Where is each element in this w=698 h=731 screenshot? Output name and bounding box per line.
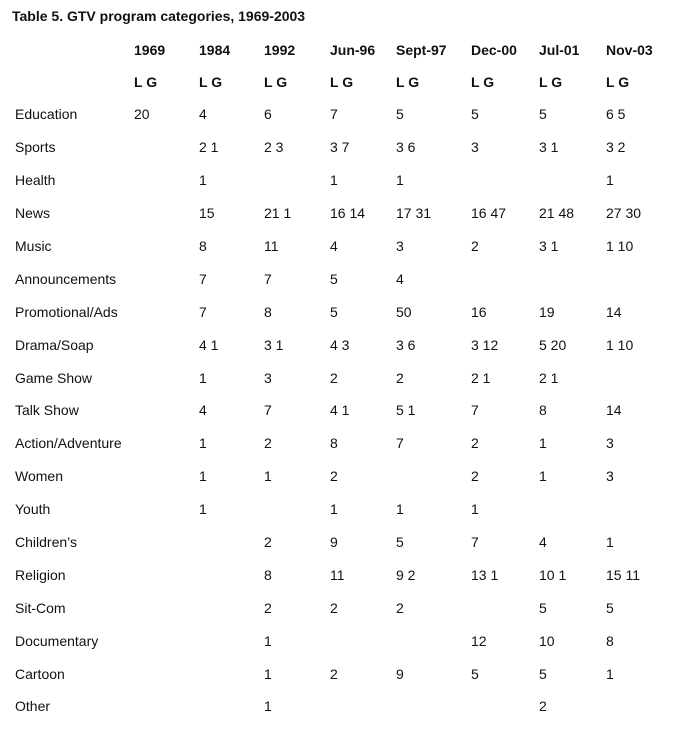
value-cell: 7: [264, 402, 272, 419]
value-cell: [606, 690, 674, 723]
category-cell: Religion: [15, 566, 66, 583]
table-row: [6, 690, 674, 723]
value-cell: 2: [471, 435, 479, 452]
category-cell: Youth: [15, 501, 51, 518]
table-row: [6, 493, 674, 526]
value-cell: 4: [199, 106, 207, 123]
lg-subheader: L G: [396, 73, 420, 90]
value-cell: 16: [471, 303, 487, 320]
value-cell: 4: [330, 238, 338, 254]
value-cell: 1: [396, 172, 404, 189]
category-cell: Game Show: [15, 369, 93, 386]
corner-cell: [6, 34, 134, 65]
value-cell: [134, 394, 199, 427]
value-cell: [539, 164, 606, 197]
value-cell: [396, 690, 471, 723]
value-cell: 6 5: [606, 106, 626, 123]
value-cell: 2: [539, 698, 547, 715]
value-cell: 4 3: [330, 336, 350, 353]
table-row: [6, 394, 674, 427]
value-cell: 1: [264, 698, 272, 715]
value-cell: [199, 526, 264, 559]
value-cell: [396, 460, 471, 493]
value-cell: [134, 295, 199, 328]
table-row: [6, 361, 674, 394]
value-cell: [471, 262, 539, 295]
value-cell: 5: [539, 106, 547, 123]
value-cell: 4: [539, 534, 547, 551]
table-row: [6, 624, 674, 657]
value-cell: 5: [471, 106, 479, 123]
lg-subheader: L G: [264, 73, 288, 90]
value-cell: [134, 262, 199, 295]
value-cell: 2: [264, 534, 272, 551]
value-cell: 3: [606, 435, 614, 452]
table-row: [6, 295, 674, 328]
value-cell: 1: [606, 665, 614, 682]
value-cell: 3: [606, 468, 614, 485]
table-row: [6, 460, 674, 493]
value-cell: [134, 591, 199, 624]
value-cell: 15 11: [606, 566, 640, 583]
value-cell: 19: [539, 303, 555, 320]
value-cell: [134, 197, 199, 230]
category-cell: Cartoon: [15, 665, 65, 682]
table-row: [6, 164, 674, 197]
value-cell: [199, 657, 264, 690]
value-cell: 5: [606, 599, 614, 616]
value-cell: [606, 262, 674, 295]
value-cell: 5: [539, 599, 547, 616]
table-row: [6, 591, 674, 624]
value-cell: 5: [471, 665, 479, 682]
category-cell: Education: [15, 106, 78, 123]
value-cell: 1: [606, 172, 614, 189]
value-cell: 50: [396, 303, 412, 320]
value-cell: 3 1: [539, 238, 559, 254]
value-cell: [606, 361, 674, 394]
value-cell: [471, 591, 539, 624]
value-cell: [134, 526, 199, 559]
value-cell: 10: [539, 632, 555, 649]
value-cell: 2: [330, 665, 338, 682]
value-cell: 2: [264, 599, 272, 616]
column-header: Nov-03: [606, 41, 653, 58]
value-cell: 10 1: [539, 566, 567, 583]
value-cell: 6: [264, 106, 272, 123]
value-cell: 2 1: [471, 369, 491, 386]
category-cell: Music: [15, 238, 52, 254]
category-cell: Other: [15, 698, 51, 715]
value-cell: 5: [396, 106, 404, 123]
column-header: 1992: [264, 41, 296, 58]
value-cell: 15: [199, 205, 215, 222]
category-cell: Sit-Com: [15, 599, 66, 616]
category-cell: News: [15, 205, 51, 222]
lg-subheader: L G: [134, 73, 158, 90]
value-cell: [330, 624, 396, 657]
value-cell: [134, 361, 199, 394]
value-cell: [134, 164, 199, 197]
value-cell: 14: [606, 402, 622, 419]
value-cell: 2: [396, 369, 404, 386]
lg-subheader: L G: [539, 73, 563, 90]
value-cell: 1: [264, 632, 272, 649]
value-cell: 9: [396, 665, 404, 682]
table-row: [6, 98, 674, 131]
value-cell: 4 1: [199, 336, 219, 353]
value-cell: 1: [539, 435, 547, 452]
value-cell: [396, 624, 471, 657]
category-cell: Sports: [15, 139, 56, 156]
value-cell: 3 1: [264, 336, 284, 353]
value-cell: 17 31: [396, 205, 432, 222]
category-cell: Action/Adventure: [15, 435, 122, 452]
value-cell: 2 1: [199, 139, 219, 156]
value-cell: 3: [396, 238, 404, 254]
value-cell: 3 6: [396, 336, 416, 353]
value-cell: [134, 493, 199, 526]
column-header: Jun-96: [330, 41, 376, 58]
value-cell: 8: [264, 303, 272, 320]
value-cell: [134, 690, 199, 723]
value-cell: 5: [330, 270, 338, 287]
value-cell: 4: [199, 402, 207, 419]
value-cell: [539, 493, 606, 526]
category-cell: Documentary: [15, 632, 99, 649]
value-cell: [134, 230, 199, 263]
value-cell: 1: [199, 468, 207, 485]
value-cell: 5 20: [539, 336, 567, 353]
column-header: 1969: [134, 41, 166, 58]
value-cell: [134, 460, 199, 493]
value-cell: 4: [396, 270, 404, 287]
value-cell: 7: [471, 534, 479, 551]
value-cell: 1 10: [606, 238, 634, 254]
table-row: [6, 328, 674, 361]
value-cell: [134, 328, 199, 361]
value-cell: [134, 624, 199, 657]
value-cell: 1: [330, 501, 338, 518]
table-body: [6, 98, 674, 723]
value-cell: 1: [330, 172, 338, 189]
value-cell: 21 1: [264, 205, 292, 222]
value-cell: 8: [539, 402, 547, 419]
table-row: [6, 197, 674, 230]
value-cell: 13 1: [471, 566, 499, 583]
table-row: [6, 558, 674, 591]
value-cell: 1: [199, 435, 207, 452]
table-row: [6, 526, 674, 559]
value-cell: 2: [330, 369, 338, 386]
value-cell: [134, 657, 199, 690]
value-cell: 7: [199, 303, 207, 320]
table-row: [6, 657, 674, 690]
value-cell: 1: [199, 369, 207, 386]
value-cell: 9: [330, 534, 338, 551]
value-cell: 2 3: [264, 139, 284, 156]
value-cell: 3 2: [606, 139, 626, 156]
value-cell: [471, 690, 539, 723]
value-cell: 8: [330, 435, 338, 452]
value-cell: [134, 131, 199, 164]
value-cell: 3 6: [396, 139, 416, 156]
column-header: Dec-00: [471, 41, 517, 58]
column-header: 1984: [199, 41, 231, 58]
value-cell: 7: [199, 270, 207, 287]
value-cell: 5: [330, 303, 338, 320]
value-cell: [471, 164, 539, 197]
value-cell: 1: [396, 501, 404, 518]
value-cell: 2: [330, 468, 338, 485]
value-cell: 3: [471, 139, 479, 156]
value-cell: 2: [396, 599, 404, 616]
lg-subheader-row: [6, 65, 674, 98]
category-cell: Children’s: [15, 534, 77, 551]
value-cell: 5: [539, 665, 547, 682]
value-cell: 11: [330, 566, 345, 583]
table-row: [6, 262, 674, 295]
value-cell: 3 1: [539, 139, 559, 156]
value-cell: [264, 164, 330, 197]
value-cell: 1: [264, 665, 272, 682]
lg-subheader: L G: [471, 73, 495, 90]
year-header-row: [6, 34, 674, 65]
category-cell: Women: [15, 468, 63, 485]
value-cell: 16 47: [471, 205, 507, 222]
value-cell: 7: [471, 402, 479, 419]
value-cell: 1: [539, 468, 547, 485]
table-row: [6, 230, 674, 263]
value-cell: [539, 262, 606, 295]
value-cell: 2: [330, 599, 338, 616]
corner-cell: [6, 65, 134, 98]
value-cell: 21 48: [539, 205, 575, 222]
program-categories-table: [6, 34, 674, 723]
value-cell: 27 30: [606, 205, 642, 222]
value-cell: 1: [606, 534, 614, 551]
value-cell: 1: [471, 501, 479, 518]
value-cell: 2: [471, 468, 479, 485]
value-cell: 2: [264, 435, 272, 452]
value-cell: 3 7: [330, 139, 350, 156]
value-cell: [134, 427, 199, 460]
value-cell: [134, 558, 199, 591]
value-cell: [264, 493, 330, 526]
value-cell: [199, 690, 264, 723]
column-header: Jul-01: [539, 41, 580, 58]
value-cell: [199, 624, 264, 657]
table-row: [6, 427, 674, 460]
value-cell: 9 2: [396, 566, 416, 583]
lg-subheader: L G: [199, 73, 223, 90]
value-cell: 7: [264, 270, 272, 287]
value-cell: 8: [199, 238, 207, 254]
value-cell: 1 10: [606, 336, 634, 353]
table-title: Table 5. GTV program categories, 1969-2003: [12, 8, 306, 24]
value-cell: 5 1: [396, 402, 416, 419]
value-cell: [199, 591, 264, 624]
value-cell: 1: [264, 468, 272, 485]
value-cell: 20: [134, 106, 150, 123]
value-cell: 2 1: [539, 369, 559, 386]
column-header: Sept-97: [396, 41, 447, 58]
lg-subheader: L G: [606, 73, 630, 90]
value-cell: 1: [199, 172, 207, 189]
value-cell: 16 14: [330, 205, 366, 222]
value-cell: 12: [471, 632, 487, 649]
value-cell: 1: [199, 501, 207, 518]
value-cell: 14: [606, 303, 622, 320]
value-cell: [199, 558, 264, 591]
value-cell: 4 1: [330, 402, 350, 419]
category-cell: Talk Show: [15, 402, 79, 419]
value-cell: 7: [396, 435, 404, 452]
category-cell: Promotional/Ads: [15, 303, 118, 320]
table-row: [6, 131, 674, 164]
value-cell: 5: [396, 534, 404, 551]
value-cell: 7: [330, 106, 338, 123]
category-cell: Health: [15, 172, 56, 189]
value-cell: 8: [606, 632, 614, 649]
value-cell: 3: [264, 369, 272, 386]
value-cell: 3 12: [471, 336, 499, 353]
value-cell: 2: [471, 238, 479, 254]
value-cell: 8: [264, 566, 272, 583]
lg-subheader: L G: [330, 73, 354, 90]
value-cell: 11: [264, 238, 279, 254]
value-cell: [330, 690, 396, 723]
value-cell: [606, 493, 674, 526]
category-cell: Announcements: [15, 270, 117, 287]
category-cell: Drama/Soap: [15, 336, 94, 353]
